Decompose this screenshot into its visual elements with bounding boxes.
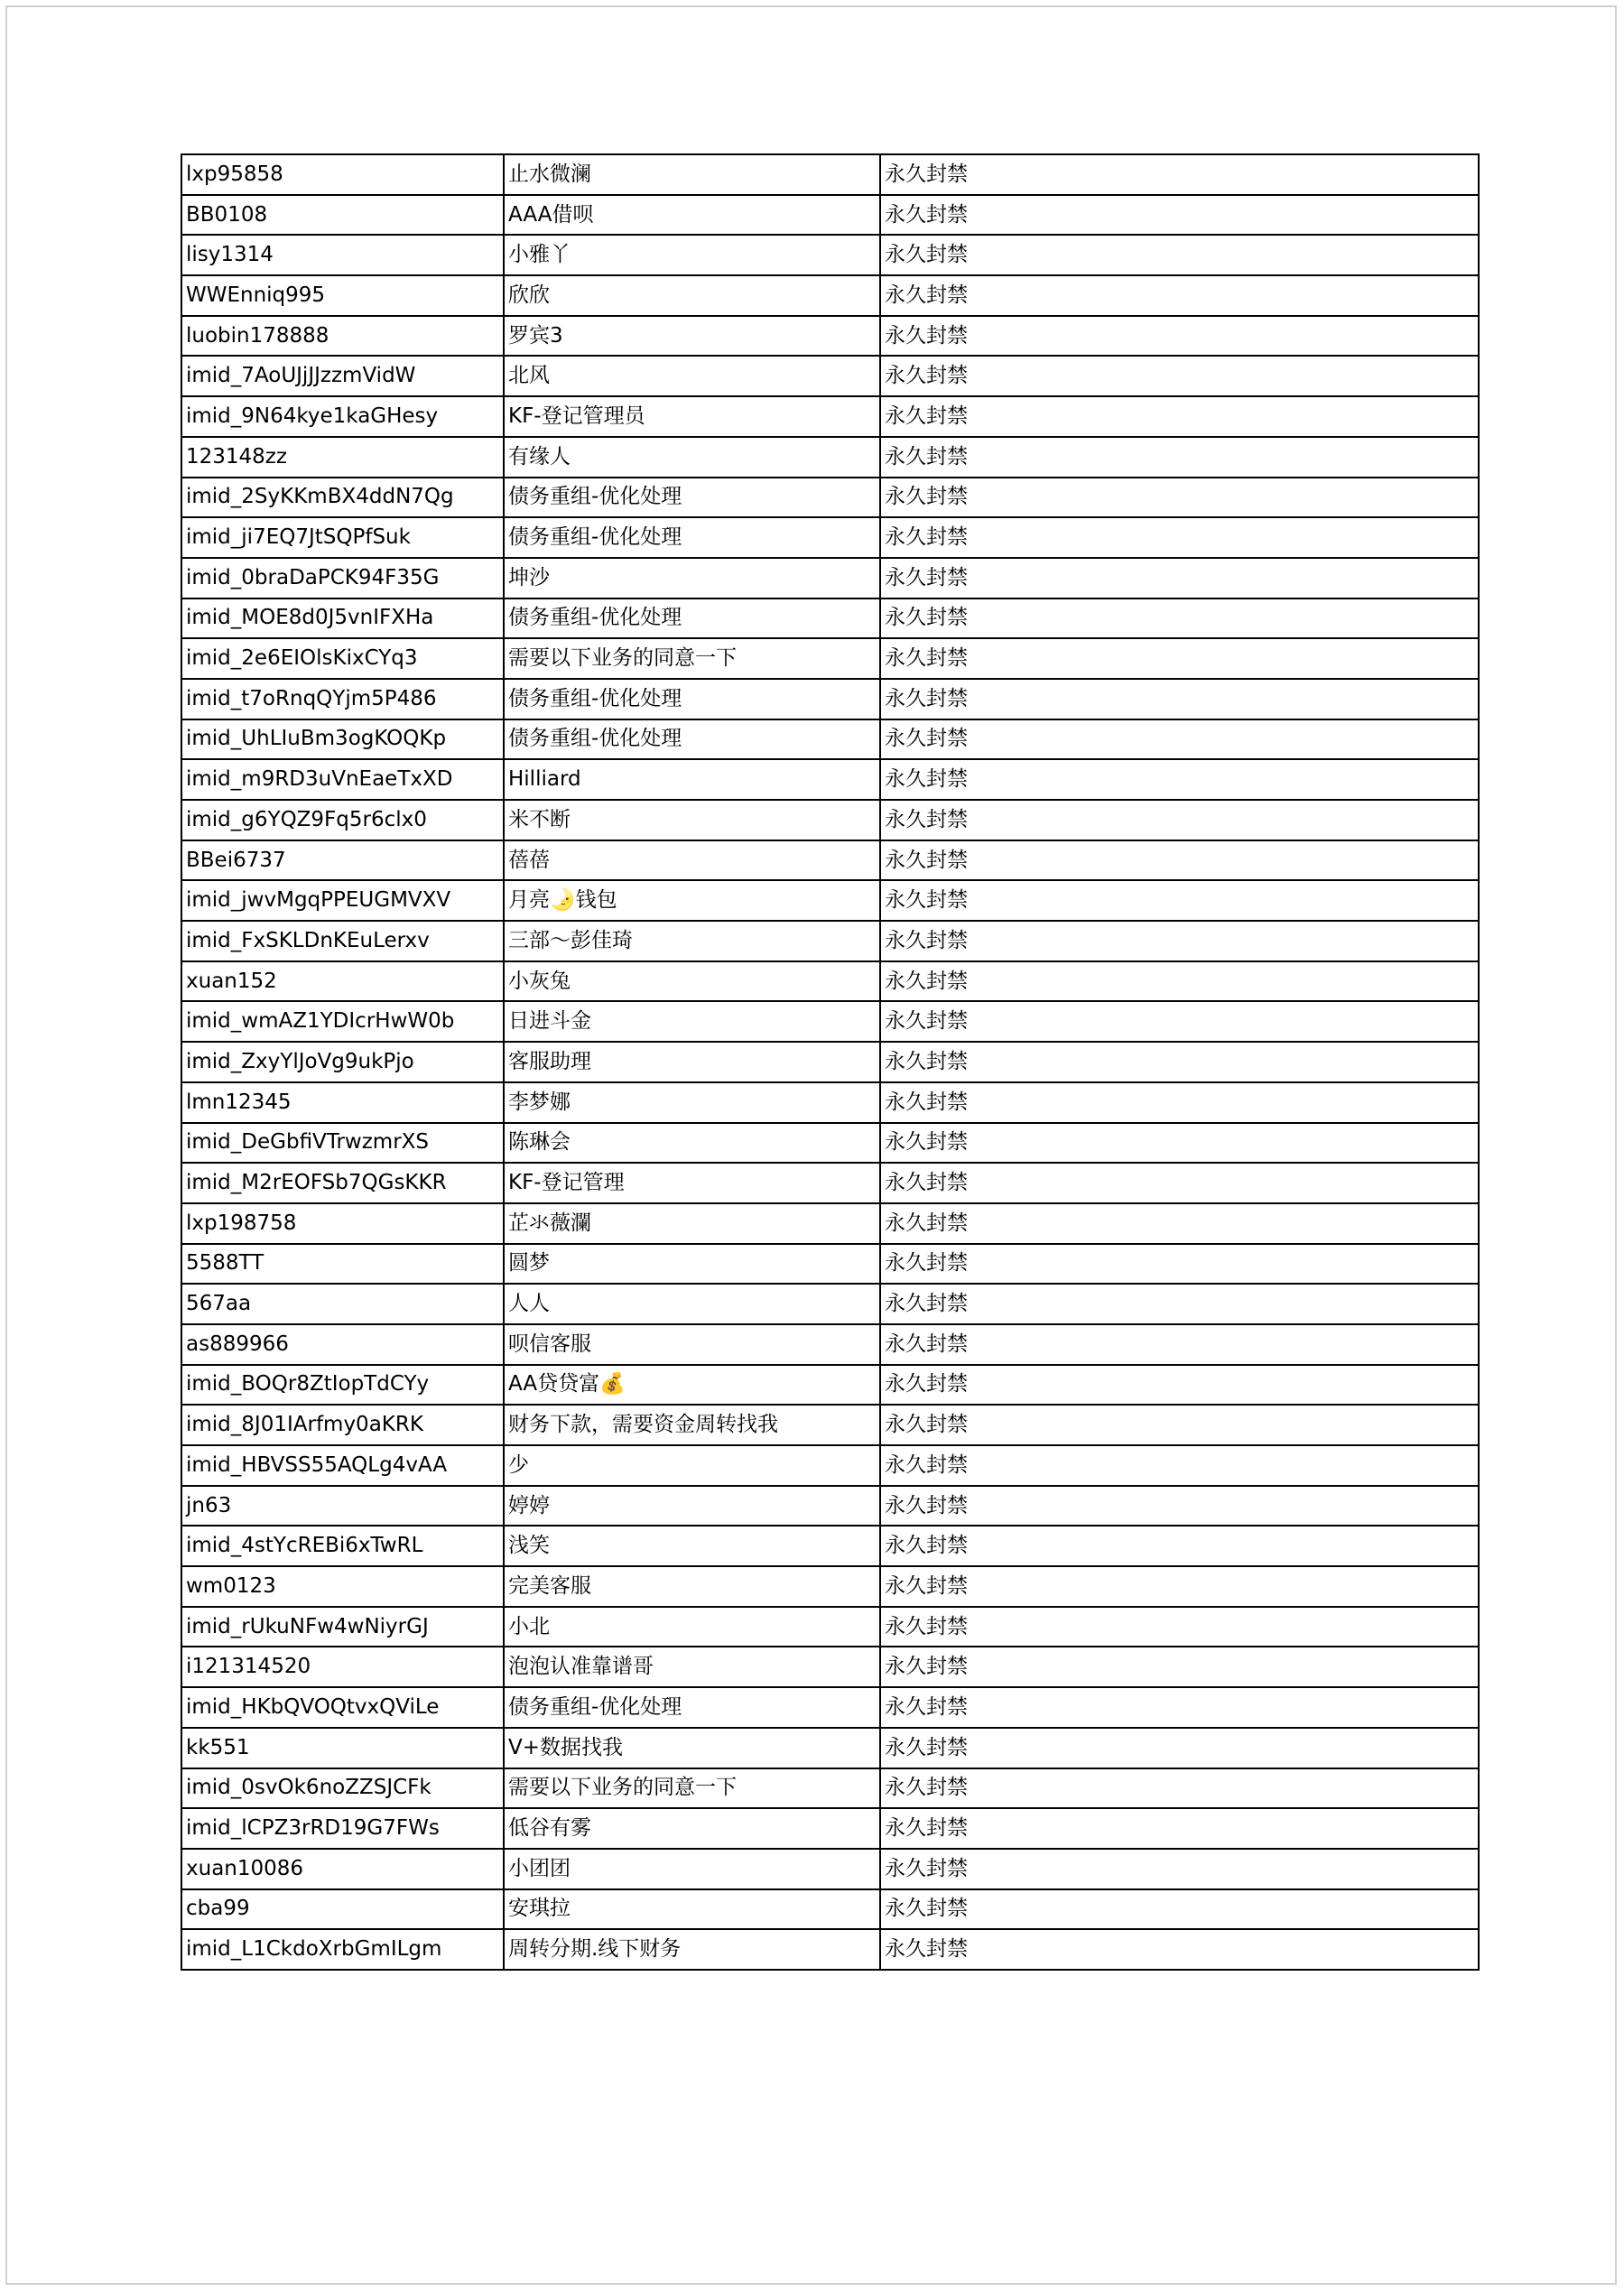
- nickname-cell: AAA借呗: [504, 195, 880, 236]
- nickname-cell: 小团团: [504, 1849, 880, 1889]
- status-cell: 永久封禁: [880, 1203, 1479, 1244]
- account-cell: imid_UhLIuBm3ogKOQKp: [181, 719, 504, 760]
- account-cell: imid_9N64kye1kaGHesy: [181, 396, 504, 437]
- table-row: [181, 1284, 1479, 1324]
- account-cell: jn63: [181, 1486, 504, 1526]
- status-cell: 永久封禁: [880, 558, 1479, 599]
- table-row: [181, 154, 1479, 195]
- table-row: [181, 1647, 1479, 1687]
- nickname-cell: KF-登记管理: [504, 1163, 880, 1203]
- account-cell: kk551: [181, 1728, 504, 1768]
- status-cell: 永久封禁: [880, 1042, 1479, 1082]
- nickname-cell: 坤沙: [504, 558, 880, 599]
- nickname-cell: 小北: [504, 1607, 880, 1647]
- table-row: [181, 1324, 1479, 1365]
- status-cell: 永久封禁: [880, 517, 1479, 558]
- table-row: [181, 719, 1479, 760]
- status-cell: 永久封禁: [880, 1163, 1479, 1203]
- account-cell: imid_MOE8d0J5vnIFXHa: [181, 599, 504, 639]
- status-cell: 永久封禁: [880, 880, 1479, 921]
- table-row: [181, 1929, 1479, 1970]
- account-cell: imid_ZxyYlJoVg9ukPjo: [181, 1042, 504, 1082]
- status-cell: 永久封禁: [880, 638, 1479, 679]
- status-cell: 永久封禁: [880, 235, 1479, 275]
- status-cell: 永久封禁: [880, 961, 1479, 1002]
- status-cell: 永久封禁: [880, 1849, 1479, 1889]
- nickname-cell: 债务重组-优化处理: [504, 679, 880, 719]
- table-row: [181, 1365, 1479, 1406]
- account-cell: imid_lCPZ3rRD19G7FWs: [181, 1808, 504, 1849]
- table-row: [181, 1244, 1479, 1285]
- table-row: [181, 1526, 1479, 1566]
- status-cell: 永久封禁: [880, 800, 1479, 840]
- nickname-cell: 月亮🌛钱包: [504, 880, 880, 921]
- nickname-cell: 李梦娜: [504, 1082, 880, 1123]
- status-cell: 永久封禁: [880, 1566, 1479, 1607]
- account-cell: imid_DeGbfiVTrwzmrXS: [181, 1123, 504, 1164]
- account-cell: imid_2e6EIOlsKixCYq3: [181, 638, 504, 679]
- account-cell: imid_rUkuNFw4wNiyrGJ: [181, 1607, 504, 1647]
- account-cell: lxp95858: [181, 154, 504, 195]
- table-row: [181, 396, 1479, 437]
- nickname-cell: 三部～彭佳琦: [504, 921, 880, 961]
- table-row: [181, 759, 1479, 800]
- nickname-cell: Hilliard: [504, 759, 880, 800]
- nickname-cell: 有缘人: [504, 437, 880, 478]
- account-cell: imid_4stYcREBi6xTwRL: [181, 1526, 504, 1566]
- table-row: [181, 1768, 1479, 1809]
- table-row: [181, 840, 1479, 881]
- table-row: [181, 1808, 1479, 1849]
- account-cell: WWEnniq995: [181, 275, 504, 316]
- status-cell: 永久封禁: [880, 719, 1479, 760]
- status-cell: 永久封禁: [880, 1123, 1479, 1164]
- table-row: [181, 478, 1479, 518]
- ban-list-table: [181, 153, 1480, 1971]
- account-cell: wm0123: [181, 1566, 504, 1607]
- status-cell: 永久封禁: [880, 679, 1479, 719]
- account-cell: imid_m9RD3uVnEaeTxXD: [181, 759, 504, 800]
- table-row: [181, 1042, 1479, 1082]
- status-cell: 永久封禁: [880, 840, 1479, 881]
- status-cell: 永久封禁: [880, 316, 1479, 357]
- table-row: [181, 880, 1479, 921]
- account-cell: imid_0braDaPCK94F35G: [181, 558, 504, 599]
- table-row: [181, 275, 1479, 316]
- status-cell: 永久封禁: [880, 1607, 1479, 1647]
- nickname-cell: 北风: [504, 356, 880, 396]
- nickname-cell: 财务下款，需要资金周转找我: [504, 1405, 880, 1445]
- table-row: [181, 1849, 1479, 1889]
- status-cell: 永久封禁: [880, 1445, 1479, 1486]
- status-cell: 永久封禁: [880, 437, 1479, 478]
- nickname-cell: 泡泡认准靠谱哥: [504, 1647, 880, 1687]
- nickname-cell: 浅笑: [504, 1526, 880, 1566]
- nickname-cell: 客服助理: [504, 1042, 880, 1082]
- nickname-cell: 债务重组-优化处理: [504, 599, 880, 639]
- table-row: [181, 1687, 1479, 1728]
- status-cell: 永久封禁: [880, 599, 1479, 639]
- nickname-cell: 少: [504, 1445, 880, 1486]
- nickname-cell: 圆梦: [504, 1244, 880, 1285]
- account-cell: lxp198758: [181, 1203, 504, 1244]
- table-row: [181, 558, 1479, 599]
- nickname-cell: 呗信客服: [504, 1324, 880, 1365]
- table-row: [181, 1001, 1479, 1042]
- status-cell: 永久封禁: [880, 1244, 1479, 1285]
- account-cell: imid_L1CkdoXrbGmILgm: [181, 1929, 504, 1970]
- status-cell: 永久封禁: [880, 154, 1479, 195]
- table-row: [181, 1203, 1479, 1244]
- nickname-cell: 债务重组-优化处理: [504, 517, 880, 558]
- status-cell: 永久封禁: [880, 1001, 1479, 1042]
- account-cell: imid_HKbQVOQtvxQViLe: [181, 1687, 504, 1728]
- nickname-cell: 安琪拉: [504, 1889, 880, 1930]
- nickname-cell: 芷氺薇瀾: [504, 1203, 880, 1244]
- account-cell: imid_FxSKLDnKEuLerxv: [181, 921, 504, 961]
- table-row: [181, 235, 1479, 275]
- table-row: [181, 599, 1479, 639]
- account-cell: imid_8J01IArfmy0aKRK: [181, 1405, 504, 1445]
- account-cell: luobin178888: [181, 316, 504, 357]
- status-cell: 永久封禁: [880, 1405, 1479, 1445]
- nickname-cell: V+数据找我: [504, 1728, 880, 1768]
- status-cell: 永久封禁: [880, 1365, 1479, 1406]
- status-cell: 永久封禁: [880, 1728, 1479, 1768]
- status-cell: 永久封禁: [880, 275, 1479, 316]
- nickname-cell: 完美客服: [504, 1566, 880, 1607]
- nickname-cell: KF-登记管理员: [504, 396, 880, 437]
- status-cell: 永久封禁: [880, 396, 1479, 437]
- table-row: [181, 1486, 1479, 1526]
- nickname-cell: 米不断: [504, 800, 880, 840]
- nickname-cell: 低谷有雾: [504, 1808, 880, 1849]
- table-row: [181, 1123, 1479, 1164]
- table-row: [181, 638, 1479, 679]
- account-cell: BBei6737: [181, 840, 504, 881]
- status-cell: 永久封禁: [880, 1082, 1479, 1123]
- account-cell: 5588TT: [181, 1244, 504, 1285]
- status-cell: 永久封禁: [880, 1808, 1479, 1849]
- nickname-cell: 需要以下业务的同意一下: [504, 1768, 880, 1809]
- account-cell: cba99: [181, 1889, 504, 1930]
- table-row: [181, 1405, 1479, 1445]
- account-cell: lisy1314: [181, 235, 504, 275]
- nickname-cell: 需要以下业务的同意一下: [504, 638, 880, 679]
- account-cell: BB0108: [181, 195, 504, 236]
- table-row: [181, 921, 1479, 961]
- account-cell: as889966: [181, 1324, 504, 1365]
- status-cell: 永久封禁: [880, 1889, 1479, 1930]
- status-cell: 永久封禁: [880, 1526, 1479, 1566]
- account-cell: imid_g6YQZ9Fq5r6clx0: [181, 800, 504, 840]
- table-row: [181, 1889, 1479, 1930]
- table-row: [181, 1082, 1479, 1123]
- table-row: [181, 517, 1479, 558]
- account-cell: xuan152: [181, 961, 504, 1002]
- account-cell: lmn12345: [181, 1082, 504, 1123]
- status-cell: 永久封禁: [880, 921, 1479, 961]
- nickname-cell: 小灰兔: [504, 961, 880, 1002]
- account-cell: imid_7AoUJjJJzzmVidW: [181, 356, 504, 396]
- nickname-cell: 罗宾3: [504, 316, 880, 357]
- account-cell: imid_0svOk6noZZSJCFk: [181, 1768, 504, 1809]
- table-row: [181, 195, 1479, 236]
- nickname-cell: 欣欣: [504, 275, 880, 316]
- account-cell: imid_M2rEOFSb7QGsKKR: [181, 1163, 504, 1203]
- table-body: [181, 154, 1479, 1970]
- table-row: [181, 800, 1479, 840]
- table-row: [181, 316, 1479, 357]
- account-cell: i121314520: [181, 1647, 504, 1687]
- nickname-cell: 人人: [504, 1284, 880, 1324]
- account-cell: imid_t7oRnqQYjm5P486: [181, 679, 504, 719]
- nickname-cell: 债务重组-优化处理: [504, 478, 880, 518]
- status-cell: 永久封禁: [880, 478, 1479, 518]
- account-cell: imid_2SyKKmBX4ddN7Qg: [181, 478, 504, 518]
- status-cell: 永久封禁: [880, 195, 1479, 236]
- nickname-cell: 蓓蓓: [504, 840, 880, 881]
- table-row: [181, 1445, 1479, 1486]
- nickname-cell: 日进斗金: [504, 1001, 880, 1042]
- status-cell: 永久封禁: [880, 1284, 1479, 1324]
- account-cell: imid_HBVSS55AQLg4vAA: [181, 1445, 504, 1486]
- nickname-cell: AA贷贷富💰: [504, 1365, 880, 1406]
- table-row: [181, 1607, 1479, 1647]
- status-cell: 永久封禁: [880, 1687, 1479, 1728]
- account-cell: 567aa: [181, 1284, 504, 1324]
- table-row: [181, 356, 1479, 396]
- account-cell: imid_jwvMgqPPEUGMVXV: [181, 880, 504, 921]
- nickname-cell: 小雅丫: [504, 235, 880, 275]
- account-cell: xuan10086: [181, 1849, 504, 1889]
- nickname-cell: 周转分期.线下财务: [504, 1929, 880, 1970]
- account-cell: 123148zz: [181, 437, 504, 478]
- status-cell: 永久封禁: [880, 1647, 1479, 1687]
- status-cell: 永久封禁: [880, 1929, 1479, 1970]
- nickname-cell: 婷婷: [504, 1486, 880, 1526]
- nickname-cell: 债务重组-优化处理: [504, 1687, 880, 1728]
- table-row: [181, 1566, 1479, 1607]
- nickname-cell: 债务重组-优化处理: [504, 719, 880, 760]
- table-row: [181, 961, 1479, 1002]
- status-cell: 永久封禁: [880, 759, 1479, 800]
- status-cell: 永久封禁: [880, 356, 1479, 396]
- table-row: [181, 1163, 1479, 1203]
- status-cell: 永久封禁: [880, 1768, 1479, 1809]
- nickname-cell: 止水微澜: [504, 154, 880, 195]
- table-row: [181, 679, 1479, 719]
- nickname-cell: 陈琳会: [504, 1123, 880, 1164]
- status-cell: 永久封禁: [880, 1486, 1479, 1526]
- status-cell: 永久封禁: [880, 1324, 1479, 1365]
- table-row: [181, 437, 1479, 478]
- account-cell: imid_ji7EQ7JtSQPfSuk: [181, 517, 504, 558]
- table-row: [181, 1728, 1479, 1768]
- account-cell: imid_BOQr8ZtIopTdCYy: [181, 1365, 504, 1406]
- account-cell: imid_wmAZ1YDIcrHwW0b: [181, 1001, 504, 1042]
